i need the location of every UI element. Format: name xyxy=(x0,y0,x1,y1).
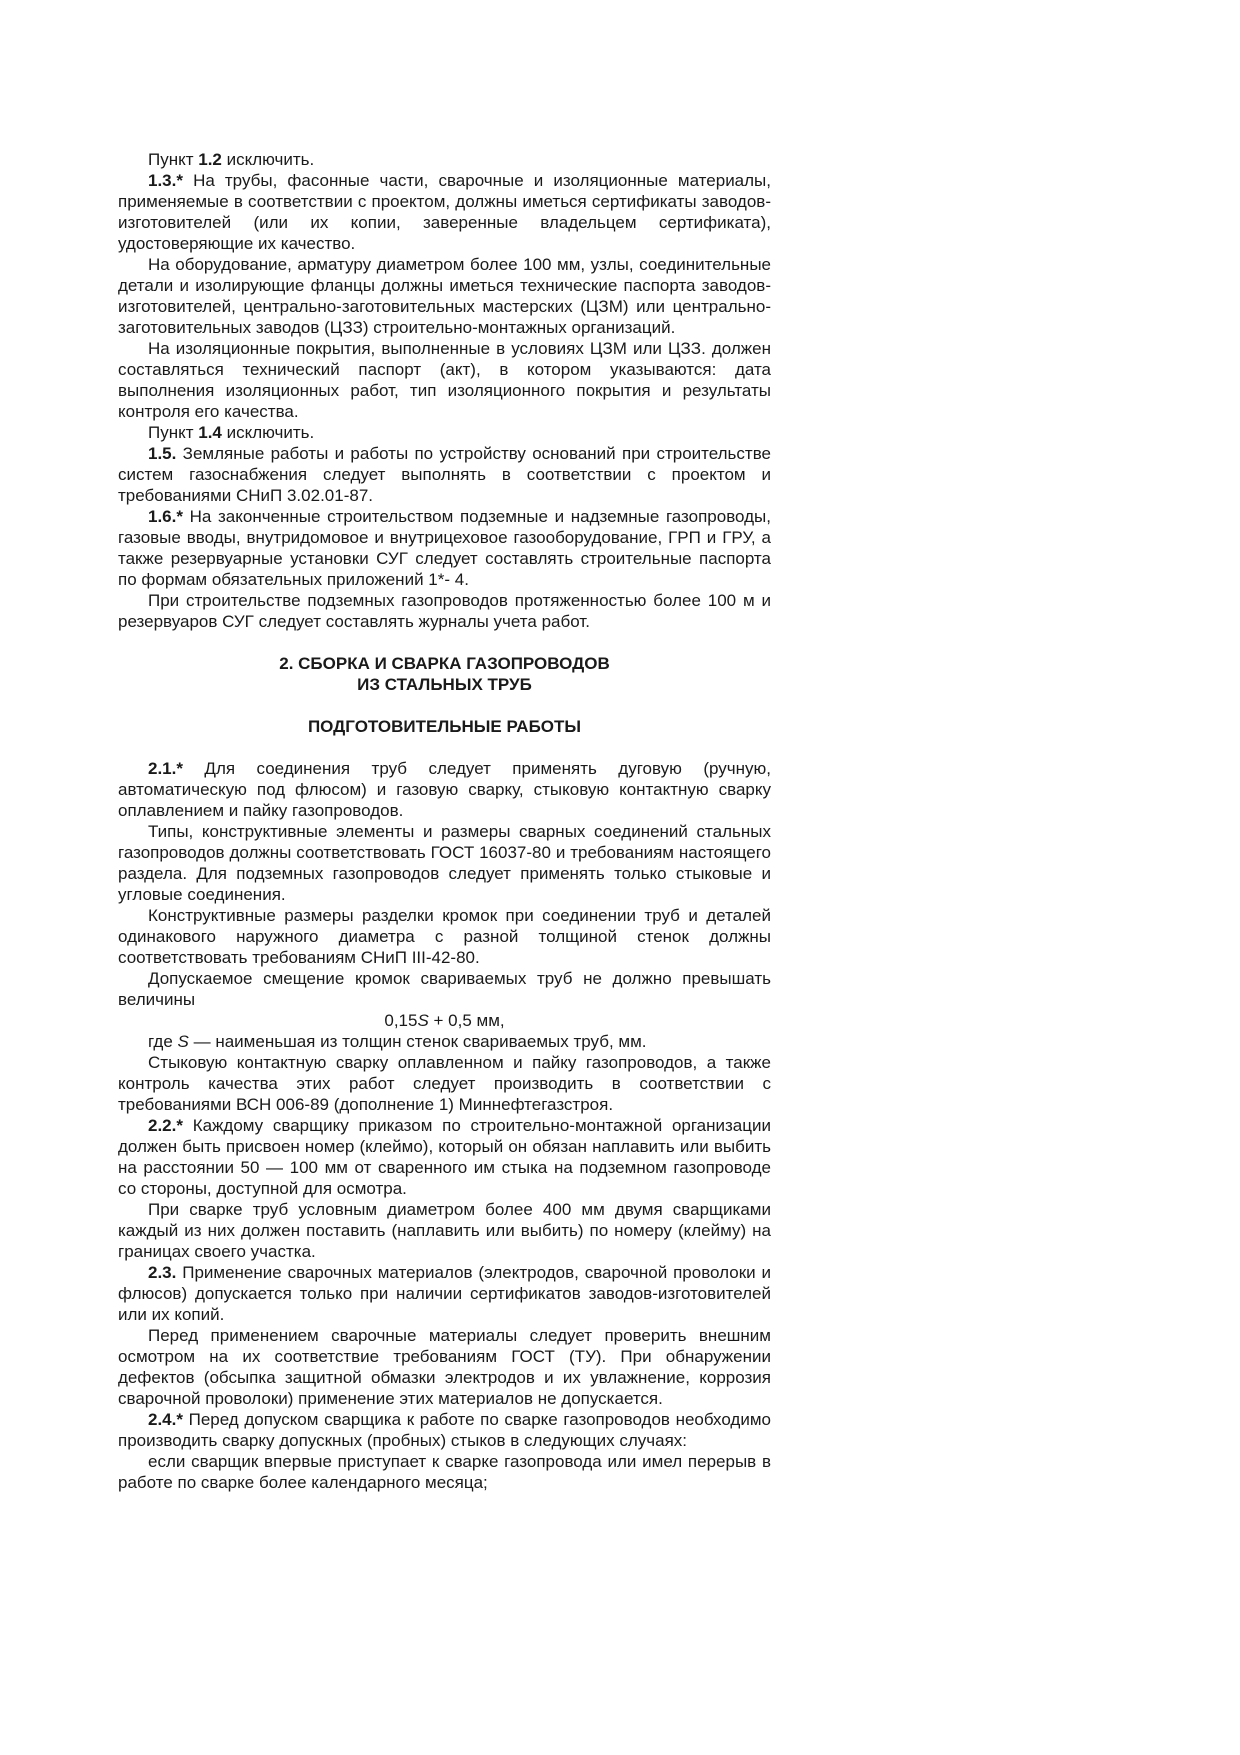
document-page xyxy=(118,149,771,1493)
paragraph: 1.6.* На законченные строительством подземные и надземные газопроводы, газовые вводы, внутридомовое и внутрицеховое газооборудование, ГРП и ГРУ, а также резервуарные установки СУГ следует составлять строительные паспорта по формам обязательных приложений 1*- 4. xyxy=(118,507,771,589)
clause-number: 2.4.* xyxy=(148,1410,183,1429)
section-2-paragraphs xyxy=(118,758,771,1493)
paragraph: Пункт 1.2 исключить. xyxy=(148,150,315,169)
clause-number: 2.1.* xyxy=(148,759,183,778)
clause-number: 2.3. xyxy=(148,1263,177,1282)
clause-number: 1.3.* xyxy=(148,171,183,190)
paragraph: Типы, конструктивные элементы и размеры сварных соединений стальных газопроводов должны соответствовать ГОСТ 16037-80 и требованиям настоящего раздела. Для подземных газопроводов следует применять только стыковые и угловые соединения. xyxy=(118,822,771,904)
paragraph: если сварщик впервые приступает к сварке газопровода или имел перерыв в работе по сварке более календарного месяца; xyxy=(118,1452,771,1492)
paragraph: Стыковую контактную сварку оплавленном и пайку газопроводов, а также контроль качества этих работ следует производить в соответствии с требованиями ВСН 006-89 (дополнение 1) Миннефтегазстроя. xyxy=(118,1053,771,1114)
formula: 0,15S + 0,5 мм, xyxy=(384,1011,505,1030)
paragraph: 2.2.* Каждому сварщику приказом по строительно-монтажной организации должен быть присвоен номер (клеймо), который он обязан наплавить или выбить на расстоянии 50 — 100 мм от сваренного им стыка на подземном газопроводе со стороны, доступной для осмотра. xyxy=(118,1116,771,1198)
section-heading-line-2: ИЗ СТАЛЬНЫХ ТРУБ xyxy=(357,675,532,694)
paragraph: При строительстве подземных газопроводов протяженностью более 100 м и резервуаров СУГ следует составлять журналы учета работ. xyxy=(118,591,771,631)
clause-number: 1.6.* xyxy=(148,507,183,526)
formula-explanation: где S — наименьшая из толщин стенок свариваемых труб, мм. xyxy=(148,1032,647,1051)
paragraph: Пункт 1.4 исключить. xyxy=(148,423,315,442)
section-heading-line-1: 2. СБОРКА И СВАРКА ГАЗОПРОВОДОВ xyxy=(279,654,610,673)
clause-number: 1.2 xyxy=(198,150,222,169)
paragraph: Допускаемое смещение кромок свариваемых труб не должно превышать величины xyxy=(118,969,771,1009)
formula-variable: S xyxy=(417,1011,429,1030)
paragraph: 2.3. Применение сварочных материалов (электродов, сварочной проволоки и флюсов) допускается только при наличии сертификатов заводов-изготовителей или их копий. xyxy=(118,1263,771,1324)
paragraph: При сварке труб условным диаметром более 400 мм двумя сварщиками каждый из них должен поставить (наплавить или выбить) по номеру (клейму) на границах своего участка. xyxy=(118,1200,771,1261)
clause-number: 1.5. xyxy=(148,444,177,463)
paragraph: На оборудование, арматуру диаметром более 100 мм, узлы, соединительные детали и изолирующие фланцы должны иметься технические паспорта заводов-изготовителей, центрально-заготовительных мастерских (ЦЗМ) или центрально-заготовительных заводов (ЦЗЗ) строительно-монтажных организаций. xyxy=(118,255,771,337)
formula-variable: S xyxy=(177,1032,189,1051)
paragraph: 2.4.* Перед допуском сварщика к работе по сварке газопроводов необходимо производить сварку допускных (пробных) стыков в следующих случаях: xyxy=(118,1410,771,1450)
subsection-heading: ПОДГОТОВИТЕЛЬНЫЕ РАБОТЫ xyxy=(307,717,582,736)
paragraph: 2.1.* Для соединения труб следует применять дуговую (ручную, автоматическую под флюсом) и газовую сварку, стыковую контактную сварку оплавлением и пайку газопроводов. xyxy=(118,759,771,820)
paragraph: 1.3.* На трубы, фасонные части, сварочные и изоляционные материалы, применяемые в соответствии с проектом, должны иметься сертификаты заводов-изготовителей (или их копии, заверенные владельцем сертификата), удостоверяющие их качество. xyxy=(118,171,771,253)
clause-number: 2.2.* xyxy=(148,1116,183,1135)
section-1-paragraphs xyxy=(118,149,771,632)
section-heading xyxy=(118,653,771,695)
clause-number: 1.4 xyxy=(198,423,222,442)
paragraph: На изоляционные покрытия, выполненные в условиях ЦЗМ или ЦЗЗ. должен составляться технический паспорт (акт), в котором указываются: дата выполнения изоляционных работ, тип изоляционного покрытия и результаты контроля его качества. xyxy=(118,339,771,421)
paragraph: Перед применением сварочные материалы следует проверить внешним осмотром на их соответствие требованиям ГОСТ (ТУ). При обнаружении дефектов (обсыпка защитной обмазки электродов и их увлажнение, коррозия сварочной проволоки) применение этих материалов не допускается. xyxy=(118,1326,771,1408)
paragraph: Конструктивные размеры разделки кромок при соединении труб и деталей одинакового наружного диаметра с разной толщиной стенок должны соответствовать требованиям СНиП III-42-80. xyxy=(118,906,771,967)
paragraph: 1.5. Земляные работы и работы по устройству оснований при строительстве систем газоснабжения следует выполнять в соответствии с проектом и требованиями СНиП 3.02.01-87. xyxy=(118,444,771,505)
